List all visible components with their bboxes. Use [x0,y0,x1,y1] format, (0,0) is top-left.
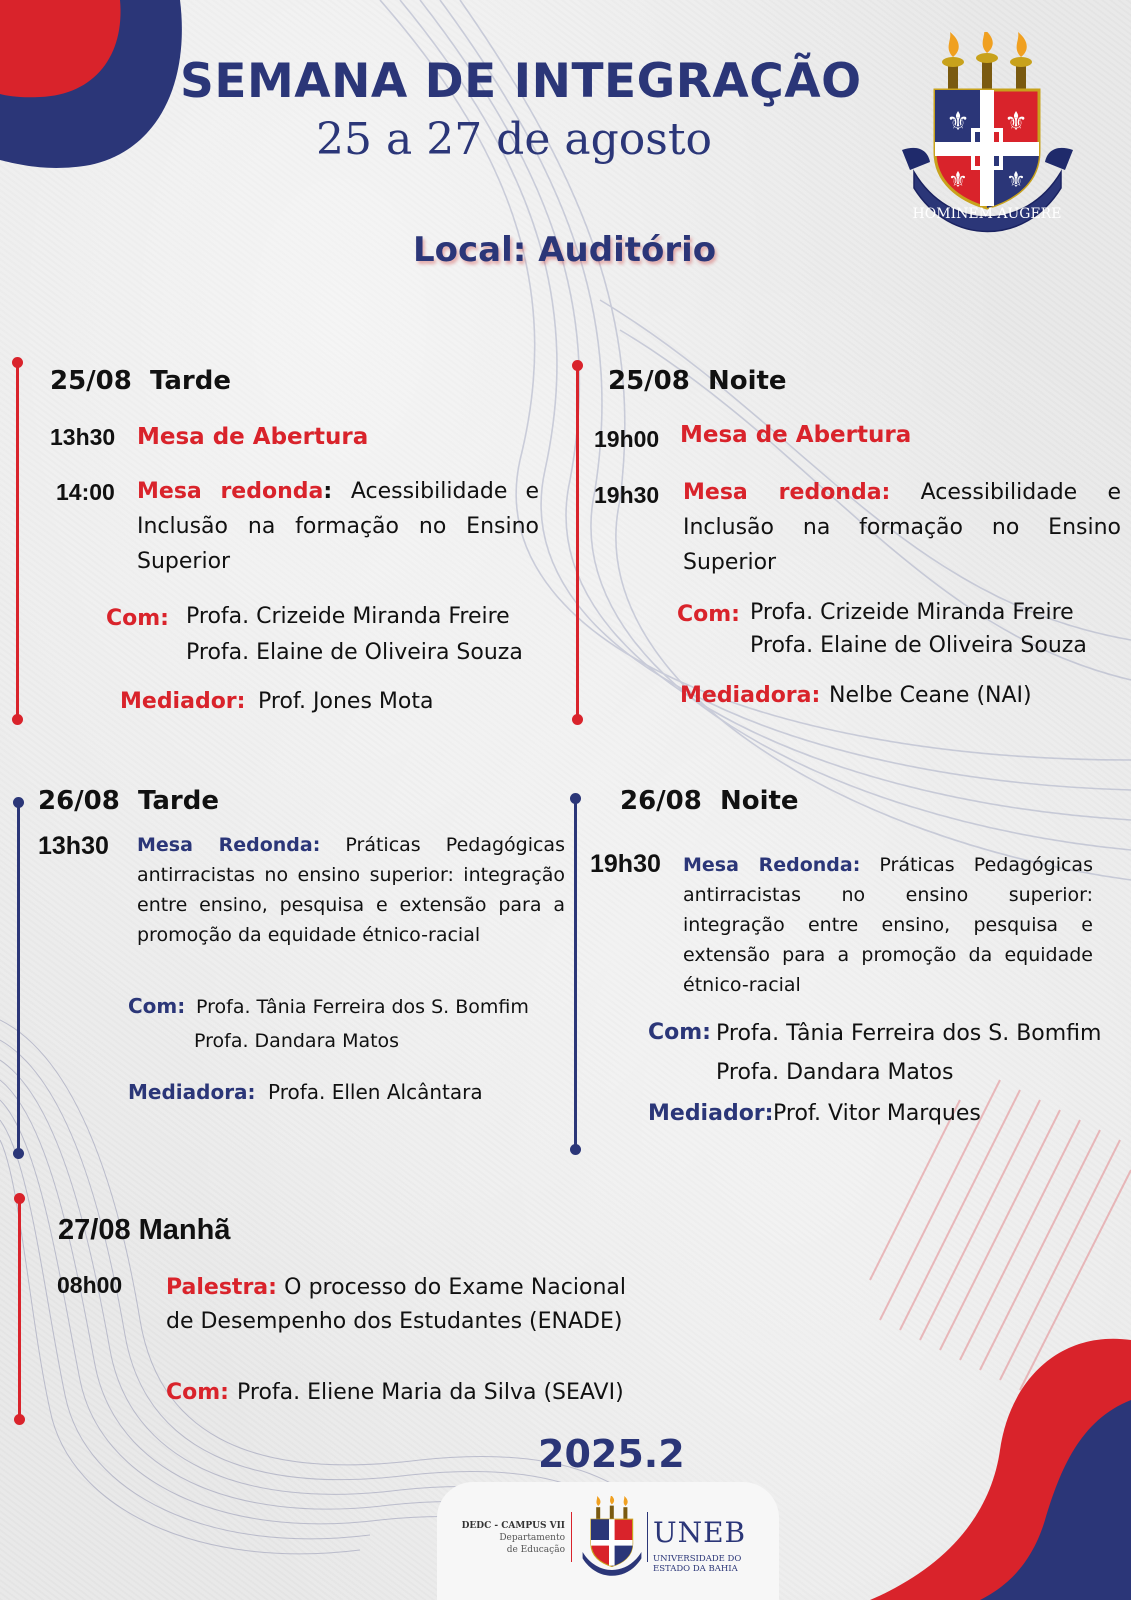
session-time: 19h00 [594,426,660,452]
timeline-line-26-noite [574,798,577,1150]
session-label: Palestra: [166,1275,277,1300]
department-label [455,1520,565,1556]
session-day-heading: 26/08 Tarde [38,786,219,816]
university-crest-logo [900,32,1075,237]
session-description [166,1271,626,1339]
session-label: Mesa Redonda: [137,834,321,856]
with-label: Com: [106,606,169,631]
moderator-name: Prof. Vitor Marques [773,1101,981,1126]
session-topic: O processo do Exame Nacional de Desempenho dos Estudantes (ENADE) [166,1275,626,1334]
moderator-label: Mediadora: [128,1080,256,1104]
session-day-heading: 27/08 Manhã [58,1214,231,1246]
timeline-line-25-noite [576,365,579,720]
speaker-name: Profa. Crizeide Miranda Freire [750,600,1074,625]
session-day-heading: 25/08 Noite [608,366,787,396]
moderator-label: Mediador: [648,1101,774,1126]
svg-text:⚜: ⚜ [1006,168,1026,193]
session-label: Mesa redonda [137,479,324,504]
moderator-label: Mediadora: [680,683,821,708]
timeline-line-26-tarde [17,802,20,1154]
uneb-wordmark: UNEB [653,1516,747,1549]
event-dates: 25 a 27 de agosto [316,114,712,165]
timeline-line-27-manha [18,1198,21,1420]
session-topic: Acessibilidade e Inclusão na formação no Ensino Superior [137,479,539,574]
session-time: 13h30 [38,832,109,860]
svg-text:⚜: ⚜ [948,168,968,193]
session-time: 13h30 [50,424,116,450]
session-description: Mesa redonda: Acessibilidade e Inclusão na formação no Ensino Superior [137,479,539,574]
department-line: de Educação [506,1545,565,1555]
department-line: Departamento [499,1533,565,1543]
speaker-name: Profa. Tânia Ferreira dos S. Bomfim [716,1021,1102,1046]
session-label: Mesa redonda: [683,480,891,505]
session-time: 14:00 [56,479,115,505]
footer-crest-icon [577,1496,647,1578]
speaker-name: Profa. Eliene Maria da Silva (SEAVI) [237,1380,624,1405]
crest-motto: HOMINEM AUGERE [912,206,1062,222]
svg-text:⚜: ⚜ [1004,107,1028,137]
session-day-heading: 26/08 Noite [620,786,799,816]
speaker-name: Profa. Elaine de Oliveira Souza [186,640,523,665]
session-day-heading: 25/08 Tarde [50,366,231,396]
speaker-name: Profa. Elaine de Oliveira Souza [750,633,1087,658]
moderator-name: Profa. Ellen Alcântara [268,1080,483,1104]
uneb-fullname: UNIVERSIDADE DO ESTADO DA BAHIA [653,1554,742,1574]
speaker-name: Profa. Crizeide Miranda Freire [186,604,510,629]
footer-divider [647,1512,648,1562]
department-campus: DEDC - CAMPUS VII [461,1521,565,1531]
speaker-name: Profa. Tânia Ferreira dos S. Bomfim [196,996,529,1018]
footer-logo-card [437,1482,779,1600]
session-description [137,830,565,950]
venue-label: Local: Auditório [413,230,717,270]
with-label: Com: [648,1020,711,1045]
footer-divider [571,1512,572,1562]
session-title: Mesa de Abertura [137,424,369,450]
speaker-name: Profa. Dandara Matos [194,1030,400,1052]
session-time: 19h30 [590,850,661,878]
moderator-name: Prof. Jones Mota [258,689,434,714]
session-label: Mesa Redonda: [683,854,861,876]
page-title: SEMANA DE INTEGRAÇÃO [180,54,862,109]
with-label: Com: [128,994,186,1018]
svg-text:⚜: ⚜ [946,107,970,137]
session-topic: Acessibilidade e Inclusão na formação no Ensino Superior [683,480,1122,575]
semester-year: 2025.2 [538,1432,685,1476]
with-label: Com: [166,1380,229,1405]
speaker-name: Profa. Dandara Matos [716,1060,954,1085]
session-description [683,850,1093,1000]
session-time: 19h30 [594,482,660,508]
moderator-label: Mediador: [120,689,246,714]
session-title: Mesa de Abertura [680,422,912,448]
session-time: 08h00 [57,1272,123,1298]
session-description [683,475,1121,580]
session-topic: Práticas Pedagógicas antirracistas no ensino superior: integração entre ensino, pesquisa e extensão para a promoção da equidade étnico-racial [683,854,1093,996]
timeline-line-25-tarde [16,362,19,720]
moderator-name: Nelbe Ceane (NAI) [829,683,1032,708]
with-label: Com: [677,602,740,627]
session-topic: Práticas Pedagógicas antirracistas no ensino superior: integração entre ensino, pesquisa e extensão para a promoção da equidade étnico-racial [137,834,565,946]
